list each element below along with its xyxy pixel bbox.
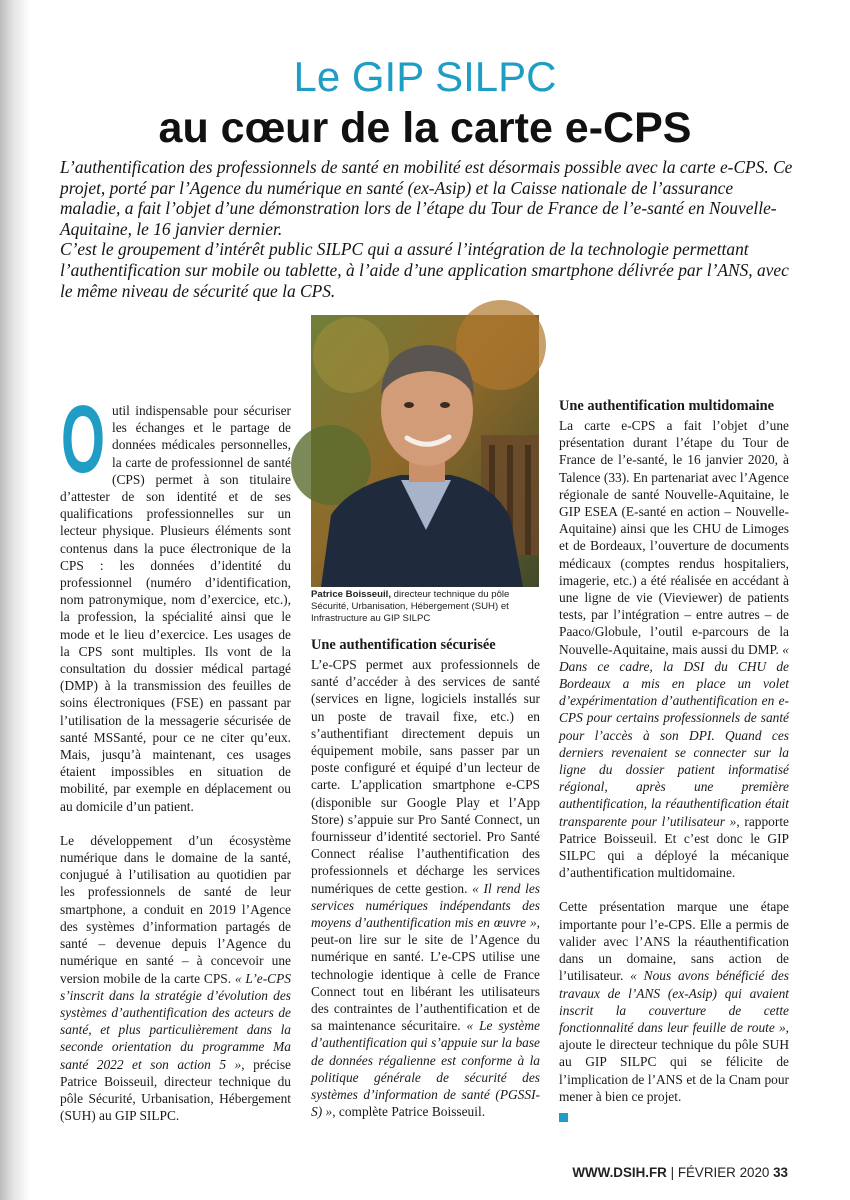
intro-paragraph-1: L’authentification des professionnels de santé en mobilité est désormais possible avec la carte e-CPS. Ce projet, porté par l’Agence du numérique en santé (ex-Asip) et la Caisse nationale de l’assurance maladie, a fait l’objet d’une démonstration lors de l’étape du Tour de France de l’e-santé en Nouvelle-Aquitaine, le 16 janvier dernier. (60, 157, 793, 239)
article-column-3 (559, 398, 789, 1125)
title-line-1: Le GIP SILPC (293, 53, 557, 100)
subhead-multidomain-auth: Une authentification multidomaine (559, 398, 775, 414)
column3-paragraph-2: Cette présentation marque une étape importante pour l’e-CPS. Elle a permis de valider avec l’ANS la réauthentification dans un domaine, sans action de l’utilisateur. « Nous avons bénéficié des travaux de l’ANS (ex-Asip) qui avaient inscrit la couverture de cette fonctionnalité dans leur feuille de route », ajoute le directeur technique du pôle SUH au GIP SILPC qui se félicite de l’implication de l’ANS et de la Cnam pour mener à bien ce projet. (559, 899, 789, 1104)
column3-paragraph-1: La carte e-CPS a fait l’objet d’une présentation durant l’étape du Tour de France de l’e-santé, le 16 janvier 2020, à Talence (33). En partenariat avec l’Agence régionale de santé Nouvelle-Aquitaine, le GIP ESEA (E-santé en action – Nouvelle-Aquitaine) ainsi que les CHU de Limoges et de Bordeaux, l’ouverture de documents médicaux (comptes rendus hospitaliers, imagerie, etc.) a été réalisée en accédant à une ligne de vie (Vieviewer) de patients tests, par l’intégration – entre autres – de Paaco/Globule, l’outil e-parcours de la Nouvelle-Aquitaine, mais aussi du DMP. « Dans ce cadre, la DSI du CHU de Bordeaux a mis en place un volet d’expérimentation d’authentification en e-CPS pour certains professionnels de santé pour l’accès à son DPI. Quand ces derniers revenaient se connecter sur la ligne du dossier patient informatisé régional, après une première authentification, la réauthentification était transparente pour l’utilisateur », rapporte Patrice Boisseuil. Et c’est donc le GIP SILPC qui a déployé la mécanique d’authentification multidomaine. (559, 418, 789, 881)
portrait-photo (311, 315, 539, 587)
caption-text: directeur technique du pôle Sécurité, Urbanisation, Hébergement (SUH) et Infrastructure au GIP SILPC (311, 589, 510, 624)
page-gutter-shadow (0, 0, 30, 1200)
subhead-secure-auth: Une authentification sécurisée (311, 637, 496, 653)
footer-page-number: 33 (773, 1165, 788, 1180)
column1-paragraph-1: util indispensable pour sécuriser les échanges et le partage de données médicales personnelles, la carte de professionnel de santé (CPS) permet à son titulaire d’attester de son identité et de ses qualifications professionnelles sur un lecteur physique. Plusieurs éléments sont contenus dans la puce électronique de la CPS : les données d’identité du professionnel (numéro d’identification, nom patronymique, nom d’exercice, etc.), la profession, la spécialité ainsi que le mode et le lieu d’exercice. Les usages de la CPS sont multiples. Ils vont de la consultation du dossier médical partagé (DMP) à la transmission des feuilles de soins électroniques (FSE) en passant par l’utilisation de la messagerie sécurisée de santé MSSanté, pour ce ne citer qu’eux. Mais, jusqu’à maintenant, ces usages étaient impossibles en situation de mobilité, par exemple en déplacement ou au domicile d’un patient. (60, 403, 291, 814)
column1-paragraph-2: Le développement d’un écosystème numérique dans le domaine de la santé, conjugué à l’utilisation au quotidien par les professionnels de santé de leur smartphone, a conduit en 2019 l’Agence des systèmes d’information partagés de santé – devenue depuis l’Agence du numérique en santé – à concevoir une version mobile de la carte CPS. « L’e-CPS s’inscrit dans la stratégie d’évolution des systèmes d’authentification des acteurs de santé, et plus particulièrement dans la seconde orientation du programme Ma santé 2022 et son action 5 », précise Patrice Boisseuil, directeur technique du pôle Sécurité, Urbanisation, Hébergement (SUH) au GIP SILPC. (60, 832, 291, 1124)
page-footer (572, 1165, 788, 1180)
caption-name: Patrice Boisseuil, (311, 589, 391, 600)
column3-quote-1: « Dans ce cadre, la DSI du CHU de Bordeaux a mis en place un volet d’expérimentation d’authentification en e-CPS pour certains professionnels de santé pour l’accès à son DPI. Quand ces derniers revenaient se connecter sur la ligne du dossier patient informatisé régional, après une première authentification, la réauthentification était transparente pour l’utilisateur » (559, 641, 789, 829)
end-of-article-mark (559, 1113, 568, 1122)
footer-site: WWW.DSIH.FR (572, 1165, 667, 1180)
dropcap-letter (60, 386, 106, 493)
title-line-2: au cœur de la carte e-CPS (158, 104, 692, 152)
column2-quote-2: « Le système d’authentification qui s’appuie sur la base de données régalienne est conforme à la politique générale de sécurité des systèmes d’information de santé (PGSSI-S) » (311, 1018, 540, 1120)
intro-paragraph-2: C’est le groupement d’intérêt public SILPC qui a assuré l’intégration de la technologie permettant l’authentification sur mobile ou tablette, à l’aide d’une application smartphone délivrée par l’ANS, avec le même niveau de sécurité que la CPS. (60, 239, 789, 301)
column2-quote-1: « Il rend les services numériques indépendants des moyens d’authentification mis en œuvre » (311, 880, 540, 931)
portrait-illustration (311, 315, 539, 587)
photo-caption (311, 589, 541, 625)
column1-quote: « L’e-CPS s’inscrit dans la stratégie d’évolution des systèmes d’authentification des acteurs de santé, et plus particulièrement dans la seconde orientation du programme Ma santé 2022 et son action 5 » (60, 970, 291, 1072)
footer-separator: | (670, 1165, 675, 1180)
dropcap-text: O (61, 386, 105, 493)
footer-issue: FÉVRIER 2020 (677, 1165, 770, 1180)
column2-paragraph-1: L’e-CPS permet aux professionnels de santé d’accéder à des services de santé (services en ligne, logiciels installés sur un poste de travail fixe, etc.) en s’authentifiant directement depuis un équipement mobile, sans passer par un poste configuré et équipé d’un lecteur de carte. L’application smartphone e-CPS (disponible sur Google Play et l’App Store) s’appuie sur Pro Santé Connect, un fournisseur d’identité sectoriel. Pro Santé Connect réalise l’authentification des professionnels et décharge les services numériques de cette gestion. « Il rend les services numériques indépendants des moyens d’authentification mis en œuvre », peut-on lire sur le site de l’Agence du numérique en santé. L’e-CPS utilise une technologie identique à celle de France Connect tout en libérant les utilisateurs des contraintes de l’authentification et de sa maintenance sécuritaire. « Le système d’authentification qui s’appuie sur la base de données régalienne est conforme à la politique générale de sécurité des systèmes d’information de santé (PGSSI-S) », complète Patrice Boisseuil. (311, 657, 540, 1120)
column3-quote-2: « Nous avons bénéficié des travaux de l’ANS (ex-Asip) qui avaient inscrit la couverture de cette fonctionnalité dans leur feuille de route » (559, 968, 789, 1035)
article-column-1 (60, 386, 291, 1124)
intro-lead (60, 157, 795, 301)
article-column-2 (311, 637, 540, 1120)
